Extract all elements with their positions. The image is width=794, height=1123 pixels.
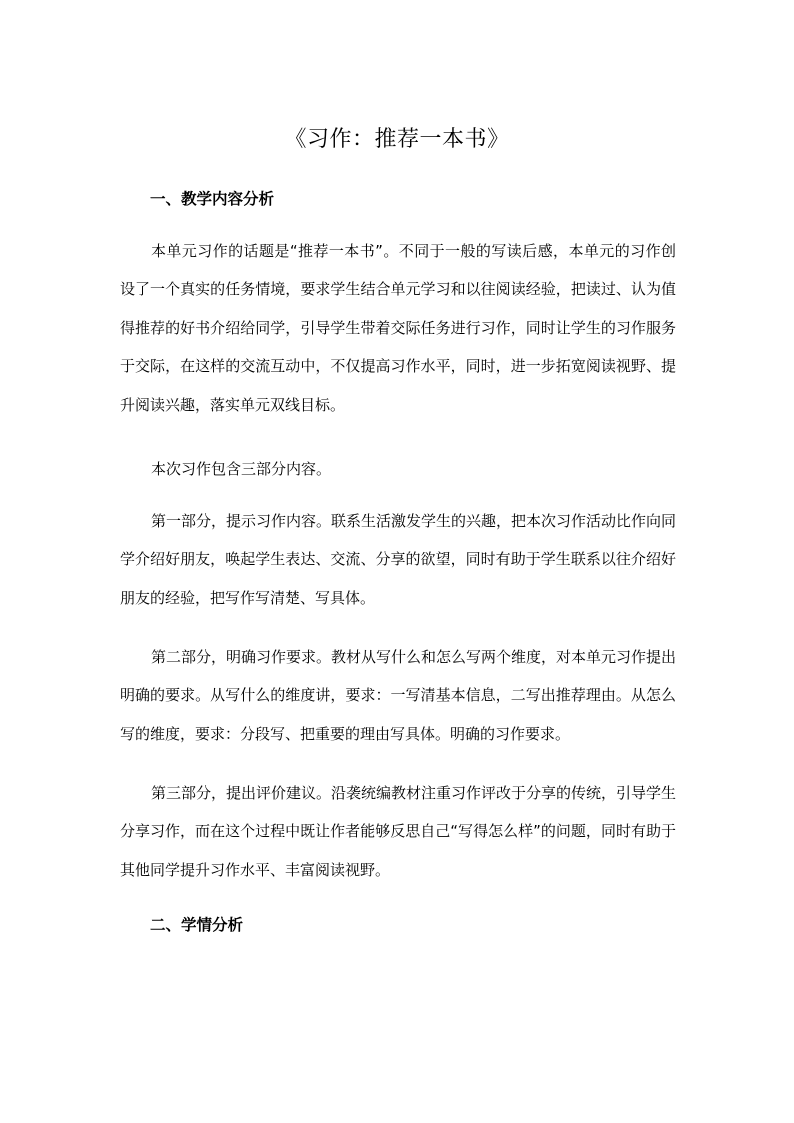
paragraph-overview: 本次习作包含三部分内容。 (151, 460, 332, 478)
paragraph-part-one: 第一部分，提示习作内容。联系生活激发学生的兴趣，把本次习作活动比作向同学介绍好朋友，唤起学生表达、交流、分享的欲望，同时有助于学生联系以往介绍好朋友的经验，把写作写清楚、写具体。 (120, 512, 677, 607)
paragraph-part-three: 第三部分，提出评价建议。沿袭统编教材注重习作评改于分享的传统，引导学生分享习作，而在这个过程中既让作者能够反思自己“写得怎么样”的问题，同时有助于其他同学提升习作水平、丰富阅读视野。 (120, 784, 677, 879)
document-title: 《习作：推荐一本书》 (284, 127, 510, 152)
section-heading-content-analysis: 一、教学内容分析 (150, 190, 275, 208)
paragraph-intro: 本单元习作的话题是“推荐一本书”。不同于一般的写读后感，本单元的习作创设了一个真实的任务情境，要求学生结合单元学习和以往阅读经验，把读过、认为值得推荐的好书介绍给同学，引导学生带着交际任务进行习作，同时让学生的习作服务于交际，在这样的交流互动中，不仅提高习作水平，同时，进一步拓宽阅读视野、提升阅读兴趣，落实单元双线目标。 (120, 242, 676, 414)
paragraph-part-two: 第二部分，明确习作要求。教材从写什么和怎么写两个维度，对本单元习作提出明确的要求。从写什么的维度讲，要求：一写清基本信息，二写出推荐理由。从怎么写的维度，要求：分段写、把重要的理由写具体。明确的习作要求。 (120, 648, 677, 743)
section-heading-student-analysis: 二、学情分析 (150, 916, 244, 934)
